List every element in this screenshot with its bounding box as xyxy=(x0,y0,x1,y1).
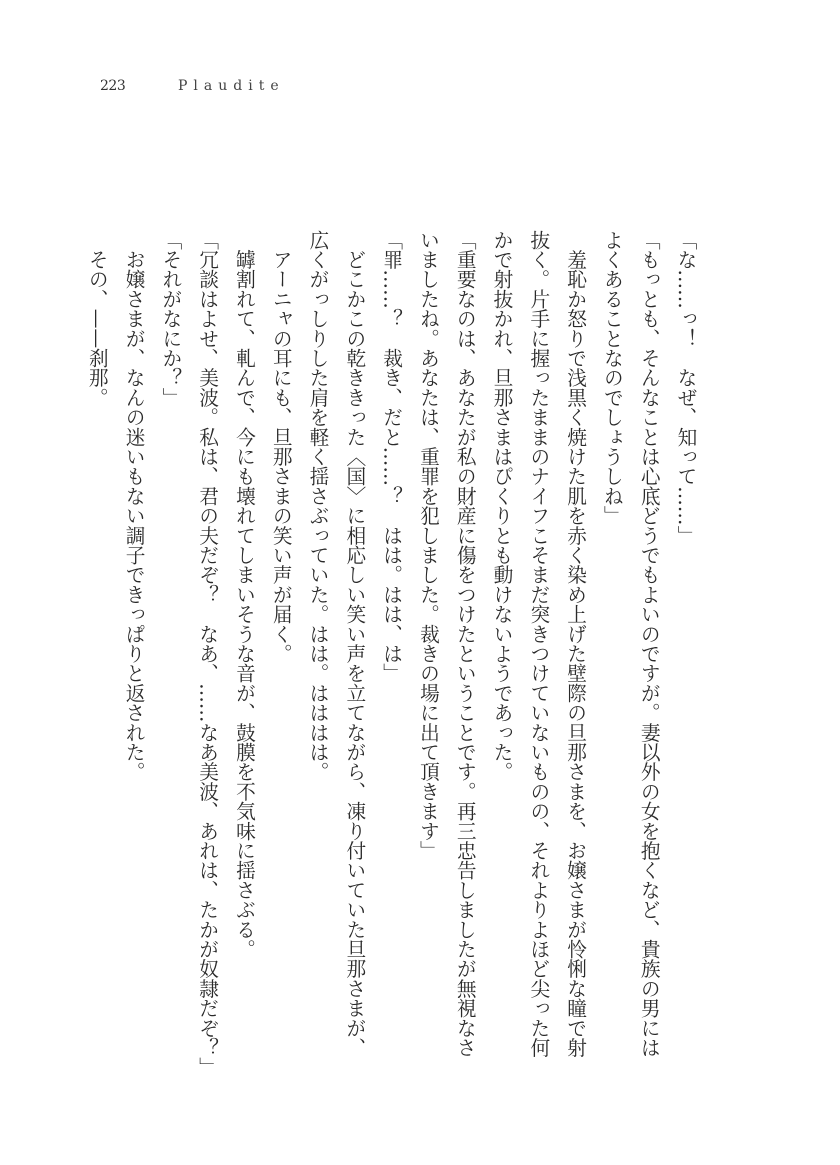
text-line: お嬢さまが、なんの迷いもない調子できっぱりと返された。 xyxy=(122,230,146,782)
text-line: 「な……っ！ なぜ、知って……」 xyxy=(674,230,697,546)
text-line: 広くがっしりした肩を軽く揺さぶっていた。はは。はははは。 xyxy=(306,230,330,782)
text-line: アーニャの耳にも、旦那さまの笑い声が届く。 xyxy=(269,230,293,664)
text-line: 罅割れて、軋んで、今にも壊れてしまいそうな音が、鼓膜を不気味に揺さぶる。 xyxy=(232,230,256,959)
text-line: 「もっとも、そんなことは心底どうでもよいのですが。妻以外の女を抱くなど、貴族の男には xyxy=(637,230,661,1058)
text-line: その、——刹那。 xyxy=(85,230,109,408)
text-line: いましたね。あなたは、重罪を犯しました。裁きの場に出て頂きます」 xyxy=(416,230,440,861)
text-line: よくあることなのでしょうしね」 xyxy=(600,230,624,526)
running-title: Plaudite xyxy=(178,78,285,94)
vertical-body-text xyxy=(77,230,703,1078)
text-line: 抜く。片手に握ったままのナイフこそまだ突きつけていないものの、それよりよほど尖った何 xyxy=(526,230,550,1058)
text-line: 羞恥か怒りで浅黒く焼けた肌を赤く染め上げた壁際の旦那さまを、お嬢さまが怜悧な瞳で射 xyxy=(563,230,587,1058)
text-line: かで射抜かれ、旦那さまはぴくりとも動けないようであった。 xyxy=(490,230,514,782)
text-line: 「重要なのは、あなたが私の財産に傷をつけたということです。再三忠告しましたが無視なさ xyxy=(453,230,477,1058)
page-number: 223 xyxy=(100,78,126,94)
text-line: 「罪……？ 裁き、だと……？ はは。はは、は」 xyxy=(379,230,403,684)
text-line: どこかこの乾ききった〈国〉に相応しい笑い声を立てながら、凍り付いていた旦那さまが、 xyxy=(342,230,366,1058)
text-line: 「それがなにか？」 xyxy=(158,230,182,408)
text-line: 「冗談はよせ、美波。私は、君の夫だぞ？ なあ、……なあ美波、あれは、たかが奴隷だぞ？」 xyxy=(195,230,219,1078)
